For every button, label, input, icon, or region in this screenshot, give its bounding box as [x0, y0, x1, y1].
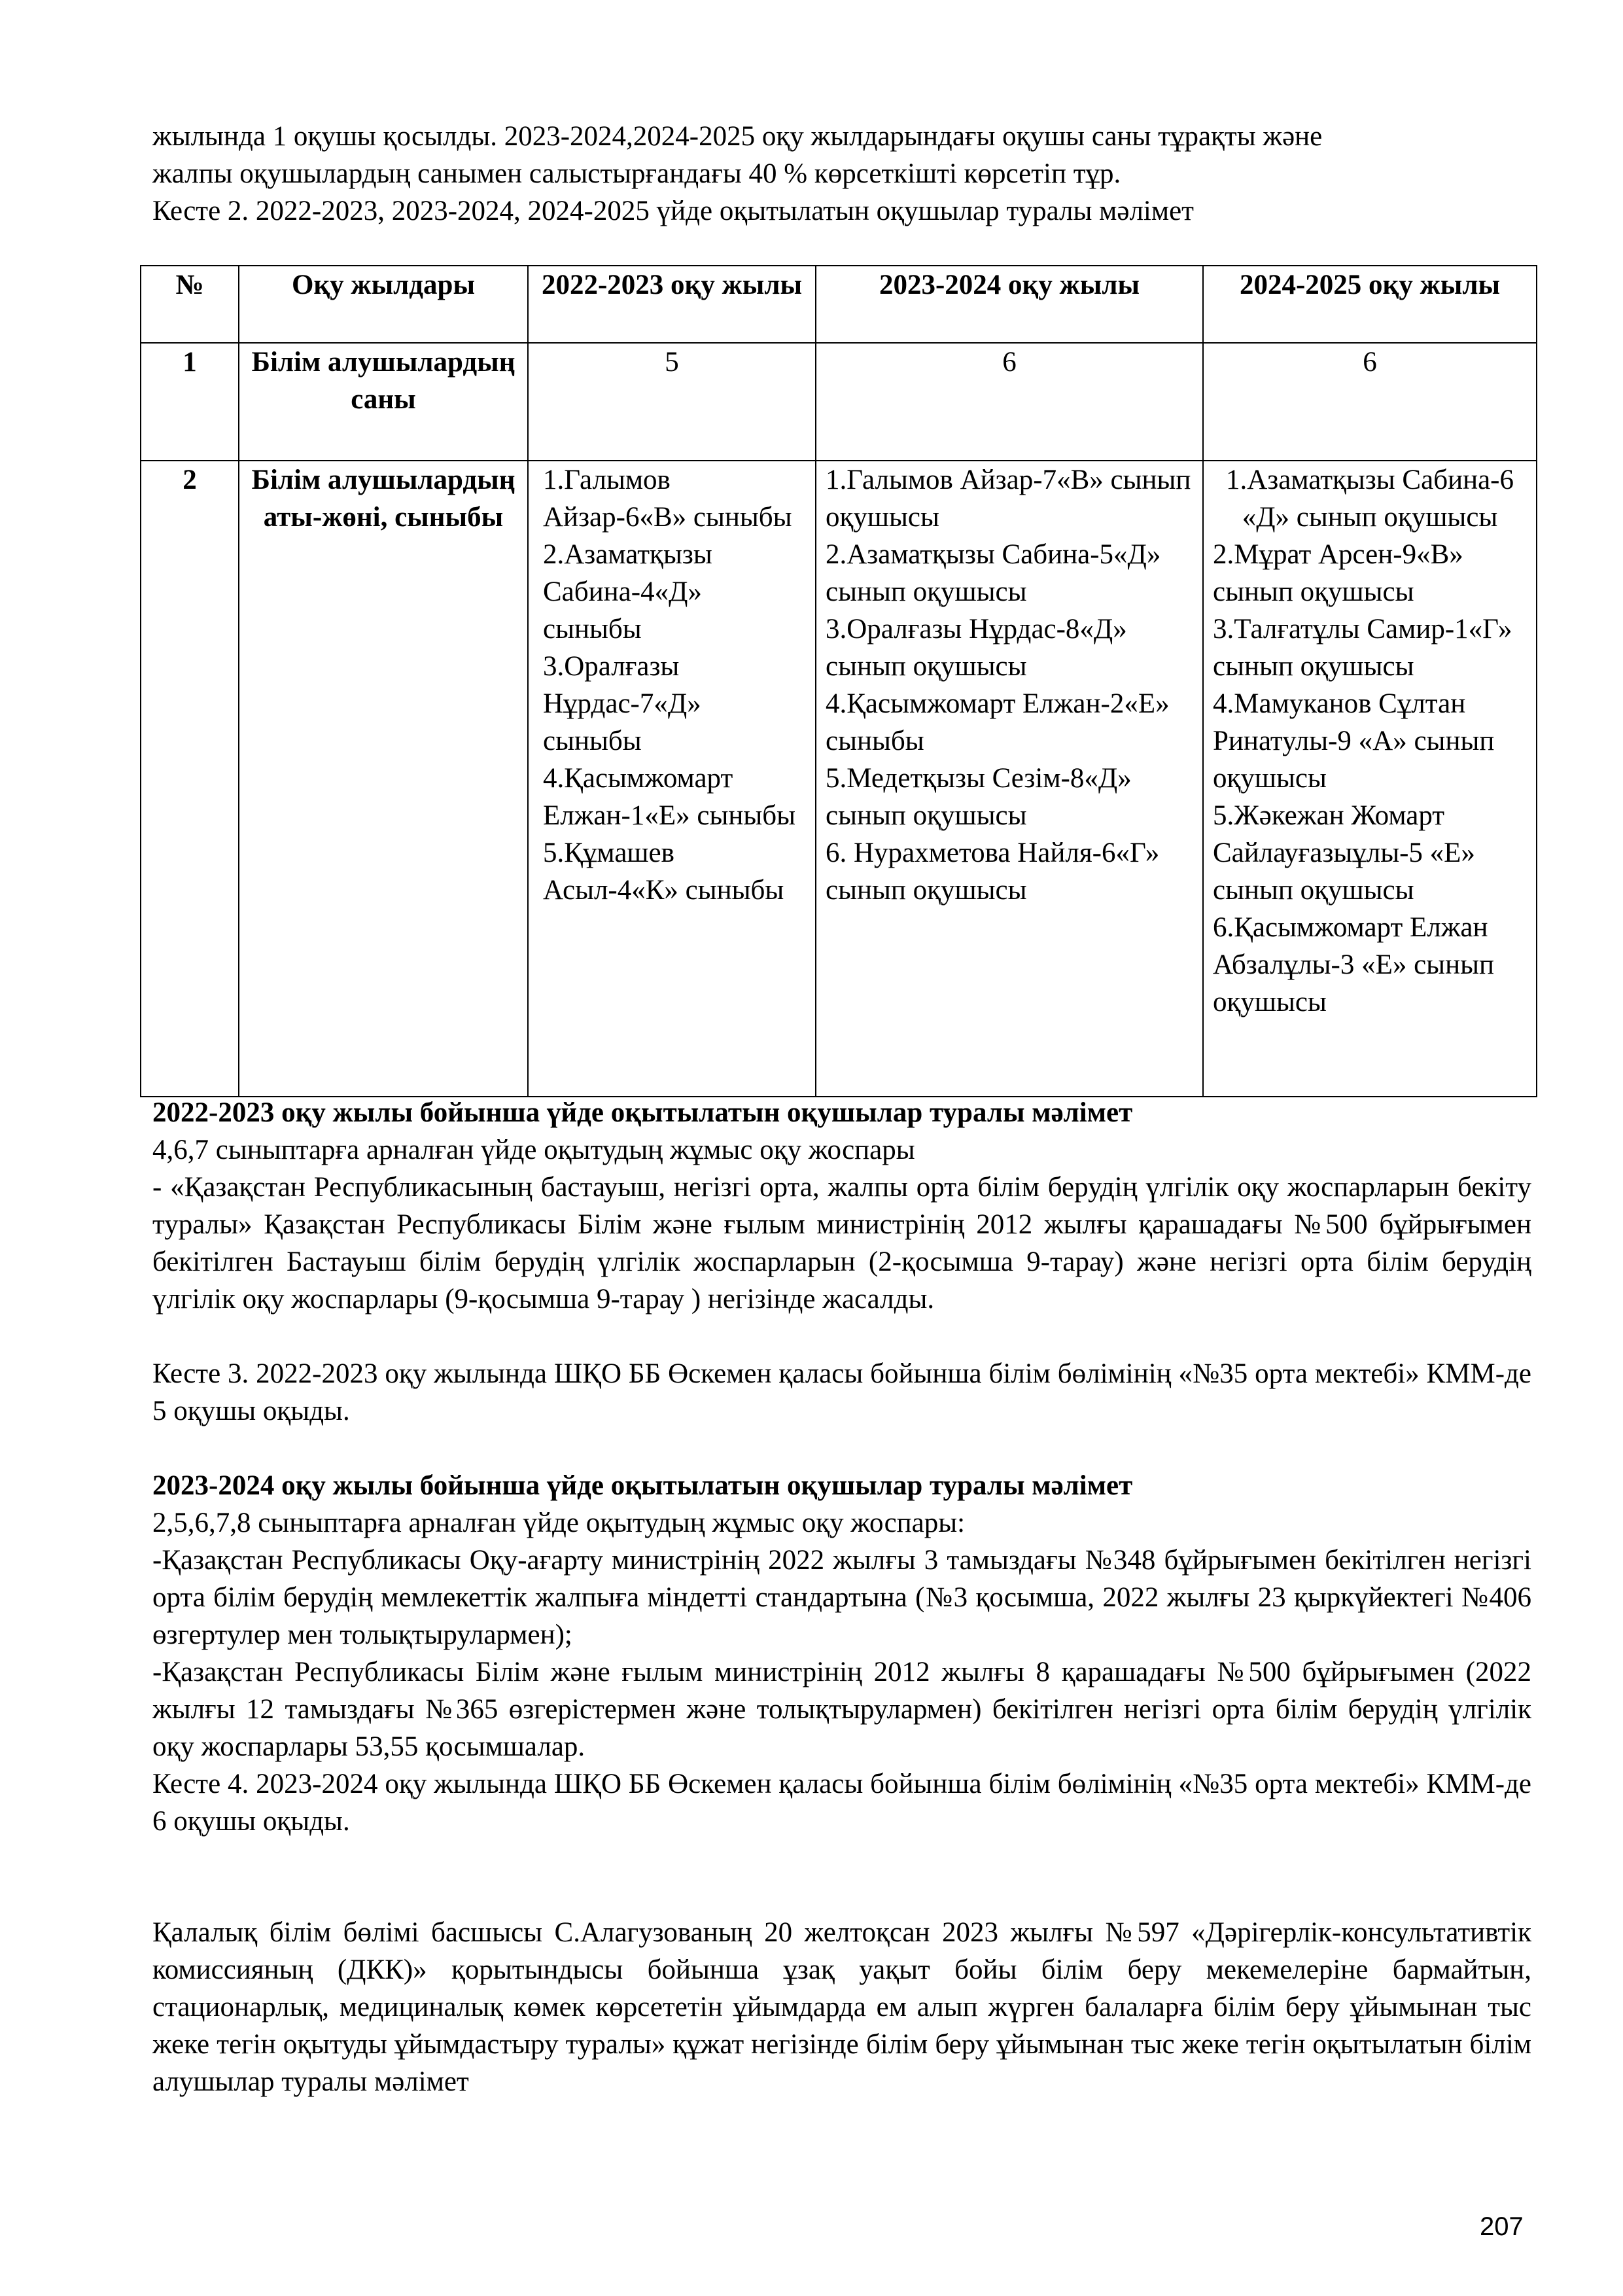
section-2023-plan: 2,5,6,7,8 сыныптарға арналған үйде оқытудың жұмыс оқу жоспары:	[152, 1508, 966, 1538]
list-item: 5.Құмашев Асыл-4«К» сыныбы	[543, 838, 784, 906]
closing-paragraph: Қалалық білім бөлімі басшысы С.Алагузованың 20 желтоқсан 2023 жылғы №597 «Дәрігерлік-консультативтік комиссияның (ДКК)» қорытындысы бойынша ұзақ уақыт бойы білім беру мекемелеріне бармайтын, стационарлық, медициналық көмек көрсететін ұйымдарда ем алып жүрген балаларға білім беру ұйымынан тыс жеке тегін оқытуды ұйымдастыру туралы» құжат негізінде білім беру ұйымынан тыс жеке тегін оқытылатын білім алушылар туралы мәлімет	[152, 1917, 1531, 2097]
row2-2024-students	[1203, 461, 1537, 1097]
list-item: 2.Мұрат Арсен-9«В» сынып оқушысы	[1213, 539, 1463, 607]
row1-2022-count: 5	[528, 343, 816, 461]
header-study-years: Оқу жылдары	[239, 266, 528, 343]
list-item: 1.Галымов Айзар-7«В» сынып оқушысы	[826, 465, 1191, 533]
row1-2024-count: 6	[1203, 343, 1537, 461]
header-number: №	[141, 266, 239, 343]
section-2022-body: - «Қазақстан Республикасының бастауыш, негізгі орта, жалпы орта білім берудің үлгілік оқу жоспарларын бекіту туралы» Қазақстан Республикасы Білім және ғылым министрінің 2012 жылғы қарашадағы №500 бұйрығымен бекітілген Бастауыш білім берудің үлгілік жоспарларын (2-қосымша 9-тарау) және негізгі орта білім берудің үлгілік оқу жоспарлары (9-қосымша 9-тарау ) негізінде жасалды.	[152, 1172, 1531, 1315]
list-item: 1.Галымов Айзар-6«В» сыныбы	[543, 465, 792, 533]
section-2022-heading: 2022-2023 оқу жылы бойынша үйде оқытылатын оқушылар туралы мәлімет	[152, 1097, 1133, 1128]
list-item: 2.Азаматқызы Сабина-5«Д» сынып оқушысы	[826, 539, 1161, 607]
list-item: 2.Азаматқызы Сабина-4«Д» сыныбы	[543, 539, 712, 645]
section-2023-heading: 2023-2024 оқу жылы бойынша үйде оқытылатын оқушылар туралы мәлімет	[152, 1470, 1133, 1501]
row2-2023-students	[816, 461, 1203, 1097]
table-4-caption: Кесте 4. 2023-2024 оқу жылында ШҚО ББ Өскемен қаласы бойынша білім бөлімінің «№35 орта мектебі» КММ-де 6 оқушы оқыды.	[152, 1769, 1531, 1837]
table-header-row	[141, 266, 1537, 343]
header-2023-2024: 2023-2024 оқу жылы	[816, 266, 1203, 343]
table-2-caption: Кесте 2. 2022-2023, 2023-2024, 2024-2025 үйде оқытылатын оқушылар туралы мәлімет	[152, 196, 1194, 226]
row1-2023-count: 6	[816, 343, 1203, 461]
section-2022-plan: 4,6,7 сыныптарға арналған үйде оқытудың жұмыс оқу жоспары	[152, 1135, 915, 1165]
table-row	[141, 343, 1537, 461]
intro-line-1: жылында 1 оқушы қосылды. 2023-2024,2024-2025 оқу жылдарындағы оқушы саны тұрақты және	[152, 121, 1323, 152]
header-2022-2023: 2022-2023 оқу жылы	[528, 266, 816, 343]
list-item: 3.Талғатұлы Самир-1«Г» сынып оқушысы	[1213, 614, 1512, 682]
section-2023-item-2: -Қазақстан Республикасы Білім және ғылым министрінің 2012 жылғы 8 қарашадағы №500 бұйрығымен (2022 жылғы 12 тамыздағы №365 өзгерістермен және толықтырулармен) бекітілген негізгі орта білім берудің үлгілік оқу жоспарлары 53,55 қосымшалар.	[152, 1657, 1531, 1762]
table-3-caption: Кесте 3. 2022-2023 оқу жылында ШҚО ББ Өскемен қаласы бойынша білім бөлімінің «№35 орта мектебі» КММ-де 5 оқушы оқыды.	[152, 1358, 1531, 1426]
section-2023-item-1: -Қазақстан Республикасы Оқу-ағарту министрінің 2022 жылғы 3 тамыздағы №348 бұйрығымен бекітілген негізгі орта білім берудің мемлекеттік жалпыға міндетті стандартына (№3 қосымша, 2022 жылғы 23 қыркүйектегі №406 өзгертулер мен толықтырулармен);	[152, 1545, 1531, 1650]
row2-label: Білім алушылардың аты-жөні, сыныбы	[239, 461, 528, 1097]
list-item: 4.Мамуканов Сұлтан Ринатулы-9 «А» сынып оқушысы	[1213, 688, 1495, 794]
row2-number: 2	[141, 461, 239, 1097]
table-row	[141, 461, 1537, 1097]
row2-2022-students	[528, 461, 816, 1097]
list-item: 3.Оралғазы Нұрдас-8«Д» сынып оқушысы	[826, 614, 1127, 682]
list-item: 4.Қасымжомарт Елжан-1«Е» сыныбы	[543, 763, 796, 831]
list-item: 4.Қасымжомарт Елжан-2«Е» сыныбы	[826, 688, 1170, 756]
students-table	[140, 265, 1537, 1097]
row1-number: 1	[141, 343, 239, 461]
intro-line-2: жалпы оқушылардың санымен салыстырғандағы 40 % көрсеткішті көрсетіп тұр.	[152, 158, 1121, 189]
page-number: 207	[1480, 2212, 1524, 2241]
list-item: 1.Азаматқызы Сабина-6 «Д» сынып оқушысы	[1225, 465, 1514, 533]
list-item: 6.Қасымжомарт Елжан Абзалұлы-3 «Е» сынып оқушысы	[1213, 912, 1494, 1017]
list-item: 3.Оралғазы Нұрдас-7«Д» сыныбы	[543, 651, 701, 756]
header-2024-2025: 2024-2025 оқу жылы	[1203, 266, 1537, 343]
list-item: 6. Нурахметова Найля-6«Г» сынып оқушысы	[826, 838, 1160, 906]
list-item: 5.Жәкежан Жомарт Сайлауғазыұлы-5 «Е» сынып оқушысы	[1213, 800, 1475, 906]
list-item: 5.Медетқызы Сезім-8«Д» сынып оқушысы	[826, 763, 1132, 831]
row1-label: Білім алушылардың саны	[239, 343, 528, 461]
